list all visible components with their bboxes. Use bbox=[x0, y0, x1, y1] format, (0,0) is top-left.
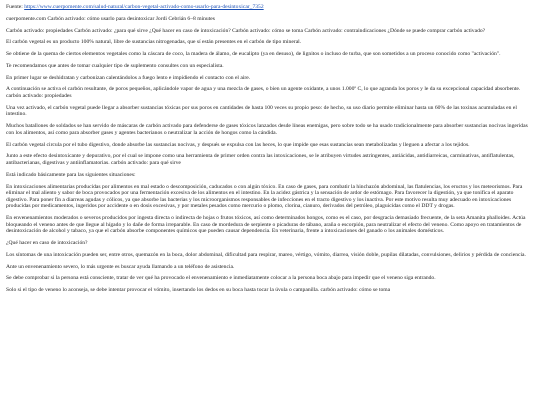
paragraph: Solo si el tipo de veneno lo aconseja, se debe intentar provocar el vómito, insertando los dedos en su boca hasta tocar la úvula o campanilla. carbón activado: cómo se toma bbox=[6, 287, 391, 294]
paragraph: A continuación se activa el carbón resultante, de poros pequeños, aplicándole vapor de agua y una mezcla de gases, o bien un agente oxidante, a unos 1.000º C, lo que agranda los poros y le da su excepcional capacidad absorbente. carbón activado: propiedades bbox=[6, 86, 521, 100]
source-label: Fuente: bbox=[6, 4, 25, 10]
section-heading: ¿Qué hacer en caso de intoxicación? bbox=[6, 240, 88, 247]
paragraph: Se debe comprobar si la persona está consciente, tratar de ver qué ha provocado el envenenamiento e inmediatamente colocar a la persona boca abajo para impedir que el veneno siga entrando. bbox=[6, 275, 436, 282]
paragraph: Los síntomas de una intoxicación pueden ser, entre otros, quemazón en la boca, dolor abdominal, dificultad para respirar, mareo, vértigo, vómito, diarrea, visión doble, pupilas dilatadas, convulsiones, delirios y pérdida de conciencia. bbox=[6, 251, 526, 258]
paragraph: El carbón vegetal es un producto 100% natural, libre de sustancias nitrogenadas, que sí están presentes en el carbón de tipo mineral. bbox=[6, 39, 302, 46]
paragraph: En intoxicaciones alimentarias producidas por alimentos en mal estado o descomposición, caducados o con algún tóxico. En caso de gases, para combatir la hinchazón abdominal, las flatulencias, los eructos y los meteorismos. Para eliminar el mal aliento y sabor de boca provocados por una fermentación excesiva de los alimentos en el intestino. En la acidez gástrica y la sensación de ardor de estómago. Para favorecer la digestión, ya que tonifica el aparato digestivo. Para poner fin a diarreas agudas y cólicos, ya que absorbe las bacterias y los microorganismos responsables de infecciones en el tracto digestivo y los inactiva. Por este motivo resulta muy adecuado en intoxicaciones producidas por medicamentos, ingeridos por accidente o en dosis excesivas, y por metales pesados como mercurio o plomo, clorina, cianuro, derivados del petróleo, plaguicidas como el DDT y drogas. bbox=[6, 183, 523, 210]
source-line bbox=[6, 4, 534, 11]
paragraph: Se obtiene de la quema de ciertos elementos vegetales como la cáscara de coco, la madera de álamo, de eucalipto (ya en desuso), de lignitos o incluso de turba, que son sometidos a un proceso conocido como "activación". bbox=[6, 51, 501, 58]
paragraph: En primer lugar se deshidratan y carbonizan calentándolos a fuego lento e impidiendo el contacto con el aire. bbox=[6, 74, 251, 81]
paragraph: Está indicado básicamente para las siguientes situaciones: bbox=[6, 171, 136, 178]
paragraph: Junto a este efecto desintoxicante y depurativo, por el cual se impone como una herramienta de primer orden contra las intoxicaciones, se le atribuyen virtudes astringentes, antiácidas, antidiarreicas, carminativas, antiflatulentas, antibacterianas, digestivas y antiinflamatorias. carbón activado: para qué sirve bbox=[6, 153, 515, 166]
byline: cuerpomente.com Carbón activado: cómo usarlo para desintoxicar Jordi Cebrián 6–8 minutes bbox=[6, 15, 215, 22]
paragraph: Ante un envenenamiento severo, lo más urgente es buscar ayuda llamando a un teléfono de asistencia. bbox=[6, 263, 235, 270]
paragraph: En envenenamientos moderados o severos producidos por ingesta directa o indirecta de hojas o frutos tóxicos, así como determinados hongos, como es el caso, por desgracia demasiado frecuente, de la seta Amanita phalloides. Actúa bloqueando el veneno antes de que llegue al hígado y lo dañe de forma irreparable. En caso de mordedura de serpiente o picaduras de tábano, araña o escorpión, para neutralizar el efecto del veneno. Como apoyo en tratamientos de desintoxicación de alcohol y tabaco, ya que el carbón absorbe componentes químicos que pueden causar dependencia. En veterinaria, frente a intoxicaciones del ganado o los animales domésticos. bbox=[6, 215, 526, 235]
table-of-contents: Carbón activado: propiedades Carbón activado: ¿para qué sirve ¿Qué hacer en caso de intoxicación? Carbón activado: cómo se toma Carbón activado: contraindicaciones ¿Dónde se puede comprar carbón activado? bbox=[6, 27, 486, 34]
paragraph: Te recomendamos que antes de tomar cualquier tipo de suplemento consultes con un especialista. bbox=[6, 62, 224, 69]
paragraph: Una vez activado, el carbón vegetal puede llegar a absorber sustancias tóxicas por sus poros en cantidades de hasta 100 veces su propio peso: de hecho, su uso diario permite eliminar hasta un 60% de las toxinas acumuladas en el intestino. bbox=[6, 104, 517, 118]
source-link[interactable]: https://www.cuerpomente.com/salud-natural/carbon-vegetal-activado-como-usarlo-para-desintoxicar_7352 bbox=[24, 4, 264, 10]
paragraph: Muchos batallones de soldados se han servido de máscaras de carbón activado para defenderse de gases tóxicos lanzados desde líneas enemigas, pero sobre todo se ha usado tradicionalmente para absorber sustancias nocivas ingeridas con los alimentos, así como para absorber gases y agentes bacterianos o neutralizar la acción de hongos como la cándida. bbox=[6, 123, 528, 136]
paragraph: El carbón vegetal circula por el tubo digestivo, donde absorbe las sustancias nocivas, y después se expulsa con las heces, lo que impide que esas sustancias sean metabolizadas y lleguen a afectar a los tejidos. bbox=[6, 141, 470, 148]
